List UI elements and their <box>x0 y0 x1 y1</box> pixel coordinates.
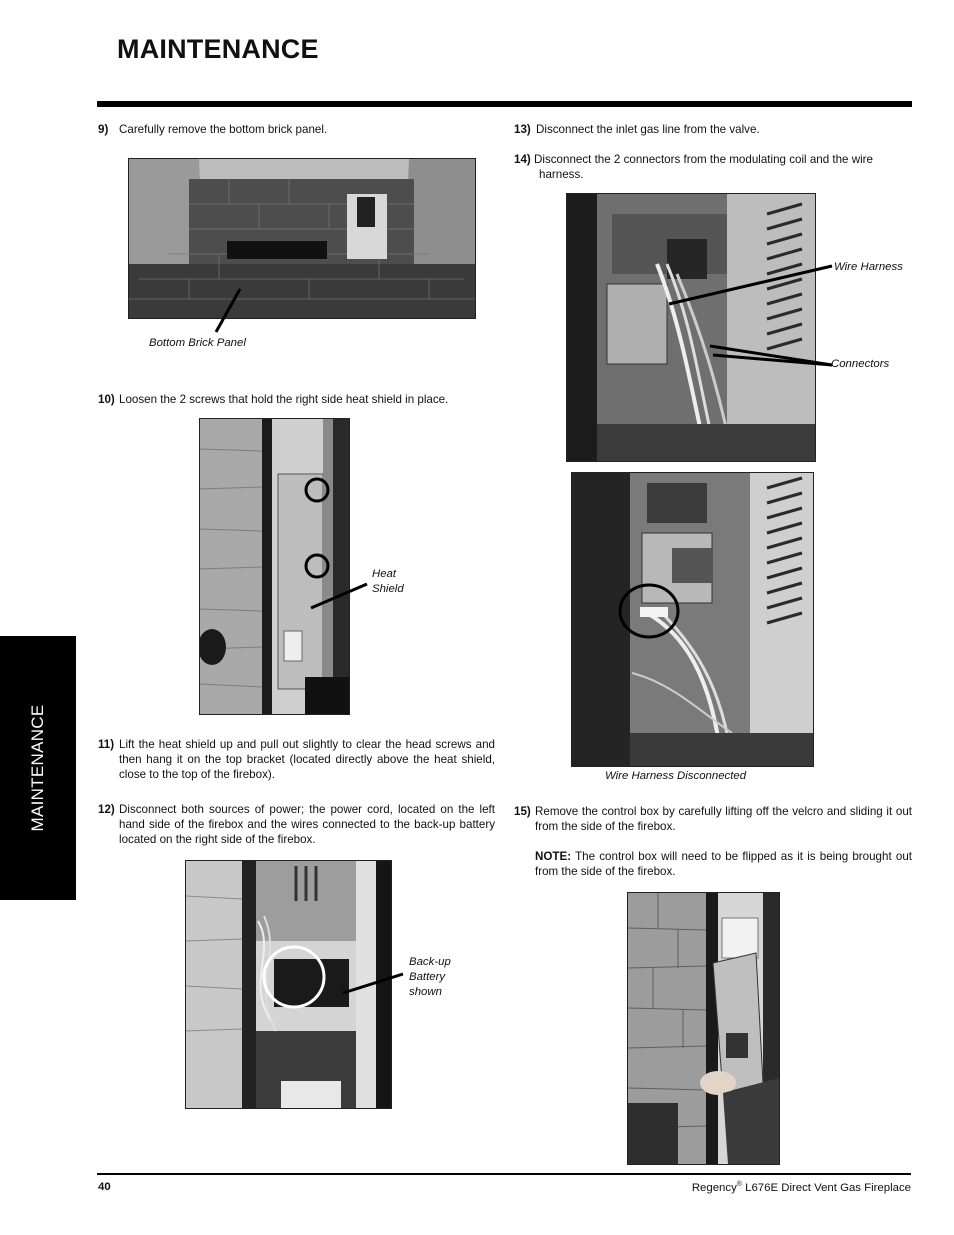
heat-shield-leader <box>308 581 370 611</box>
backup-battery-caption-line-1: Back-up <box>409 956 451 968</box>
step-15-note <box>535 849 912 879</box>
step-11-text: Lift the heat shield up and pull out slightly to clear the head screws and then hang it on the top bracket (located directly above the heat shield, close to the top of the firebox). <box>119 738 495 781</box>
step-9-number: 9) <box>98 123 109 136</box>
step-12 <box>98 802 496 848</box>
step-11-number: 11) <box>98 738 115 751</box>
backup-battery-caption-line-3: shown <box>409 986 442 998</box>
backup-battery-marker <box>260 944 328 1010</box>
step-10-text: Loosen the 2 screws that hold the right side heat shield in place. <box>119 393 449 406</box>
backup-battery-caption-line-2: Battery <box>409 971 446 983</box>
backup-battery-leader <box>340 971 406 997</box>
heat-shield-caption <box>372 567 404 597</box>
step-14-text-line-2: harness. <box>539 168 584 181</box>
step-14-text-line-1: Disconnect the 2 connectors from the modulating coil and the wire <box>534 153 873 166</box>
bottom-brick-panel-caption: Bottom Brick Panel <box>149 337 246 349</box>
header-rule <box>97 101 912 107</box>
control-box-removal-photo <box>627 892 780 1165</box>
step-13 <box>514 122 914 138</box>
backup-battery-caption <box>409 955 451 1000</box>
footer-product: L676E Direct Vent Gas Fireplace <box>741 1181 911 1194</box>
footer-rule <box>97 1173 911 1175</box>
step-10 <box>98 392 498 408</box>
step-14 <box>514 152 914 182</box>
step-14-number: 14) <box>514 153 531 166</box>
step-13-number: 13) <box>514 123 531 136</box>
wire-harness-disconnected-photo <box>571 472 814 767</box>
step-15-number: 15) <box>514 805 531 818</box>
page-title: MAINTENANCE <box>117 34 319 64</box>
bottom-brick-panel-photo <box>128 158 476 319</box>
step-13-text: Disconnect the inlet gas line from the valve. <box>536 123 760 136</box>
bottom-brick-panel-leader <box>212 286 244 336</box>
step-9 <box>98 122 498 138</box>
page-number: 40 <box>98 1181 111 1193</box>
footer-product-name <box>692 1181 911 1194</box>
step-9-text: Carefully remove the bottom brick panel. <box>119 123 328 136</box>
footer-brand: Regency <box>691 1181 737 1194</box>
side-tab-label: MAINTENANCE <box>28 704 47 832</box>
step-15 <box>514 804 912 836</box>
wire-harness-disconnected-caption: Wire Harness Disconnected <box>605 770 747 782</box>
wire-harness-leaders <box>665 262 835 370</box>
wire-harness-disconnected-marker <box>617 582 681 640</box>
step-15-note-label: NOTE: <box>535 850 572 863</box>
wire-harness-caption: Wire Harness <box>834 261 903 273</box>
step-10-number: 10) <box>98 393 115 406</box>
section-side-tab <box>0 636 76 900</box>
heat-shield-caption-line-2: Shield <box>372 583 404 595</box>
heat-shield-caption-line-1: Heat <box>372 568 397 580</box>
step-11 <box>98 737 496 783</box>
connectors-caption: Connectors <box>831 358 890 370</box>
footer-registered-mark: ® <box>736 1181 742 1188</box>
heat-shield-screw-markers <box>300 474 334 584</box>
step-15-text: Remove the control box by carefully lifting off the velcro and sliding it out from the side of the firebox. <box>535 805 912 833</box>
step-12-number: 12) <box>98 803 115 816</box>
step-15-note-text: The control box will need to be flipped as it is being brought out from the side of the firebox. <box>535 850 912 878</box>
step-12-text: Disconnect both sources of power; the power cord, located on the left hand side of the firebox and the wires connected to the back-up battery located on the right side of the firebox. <box>119 803 495 846</box>
